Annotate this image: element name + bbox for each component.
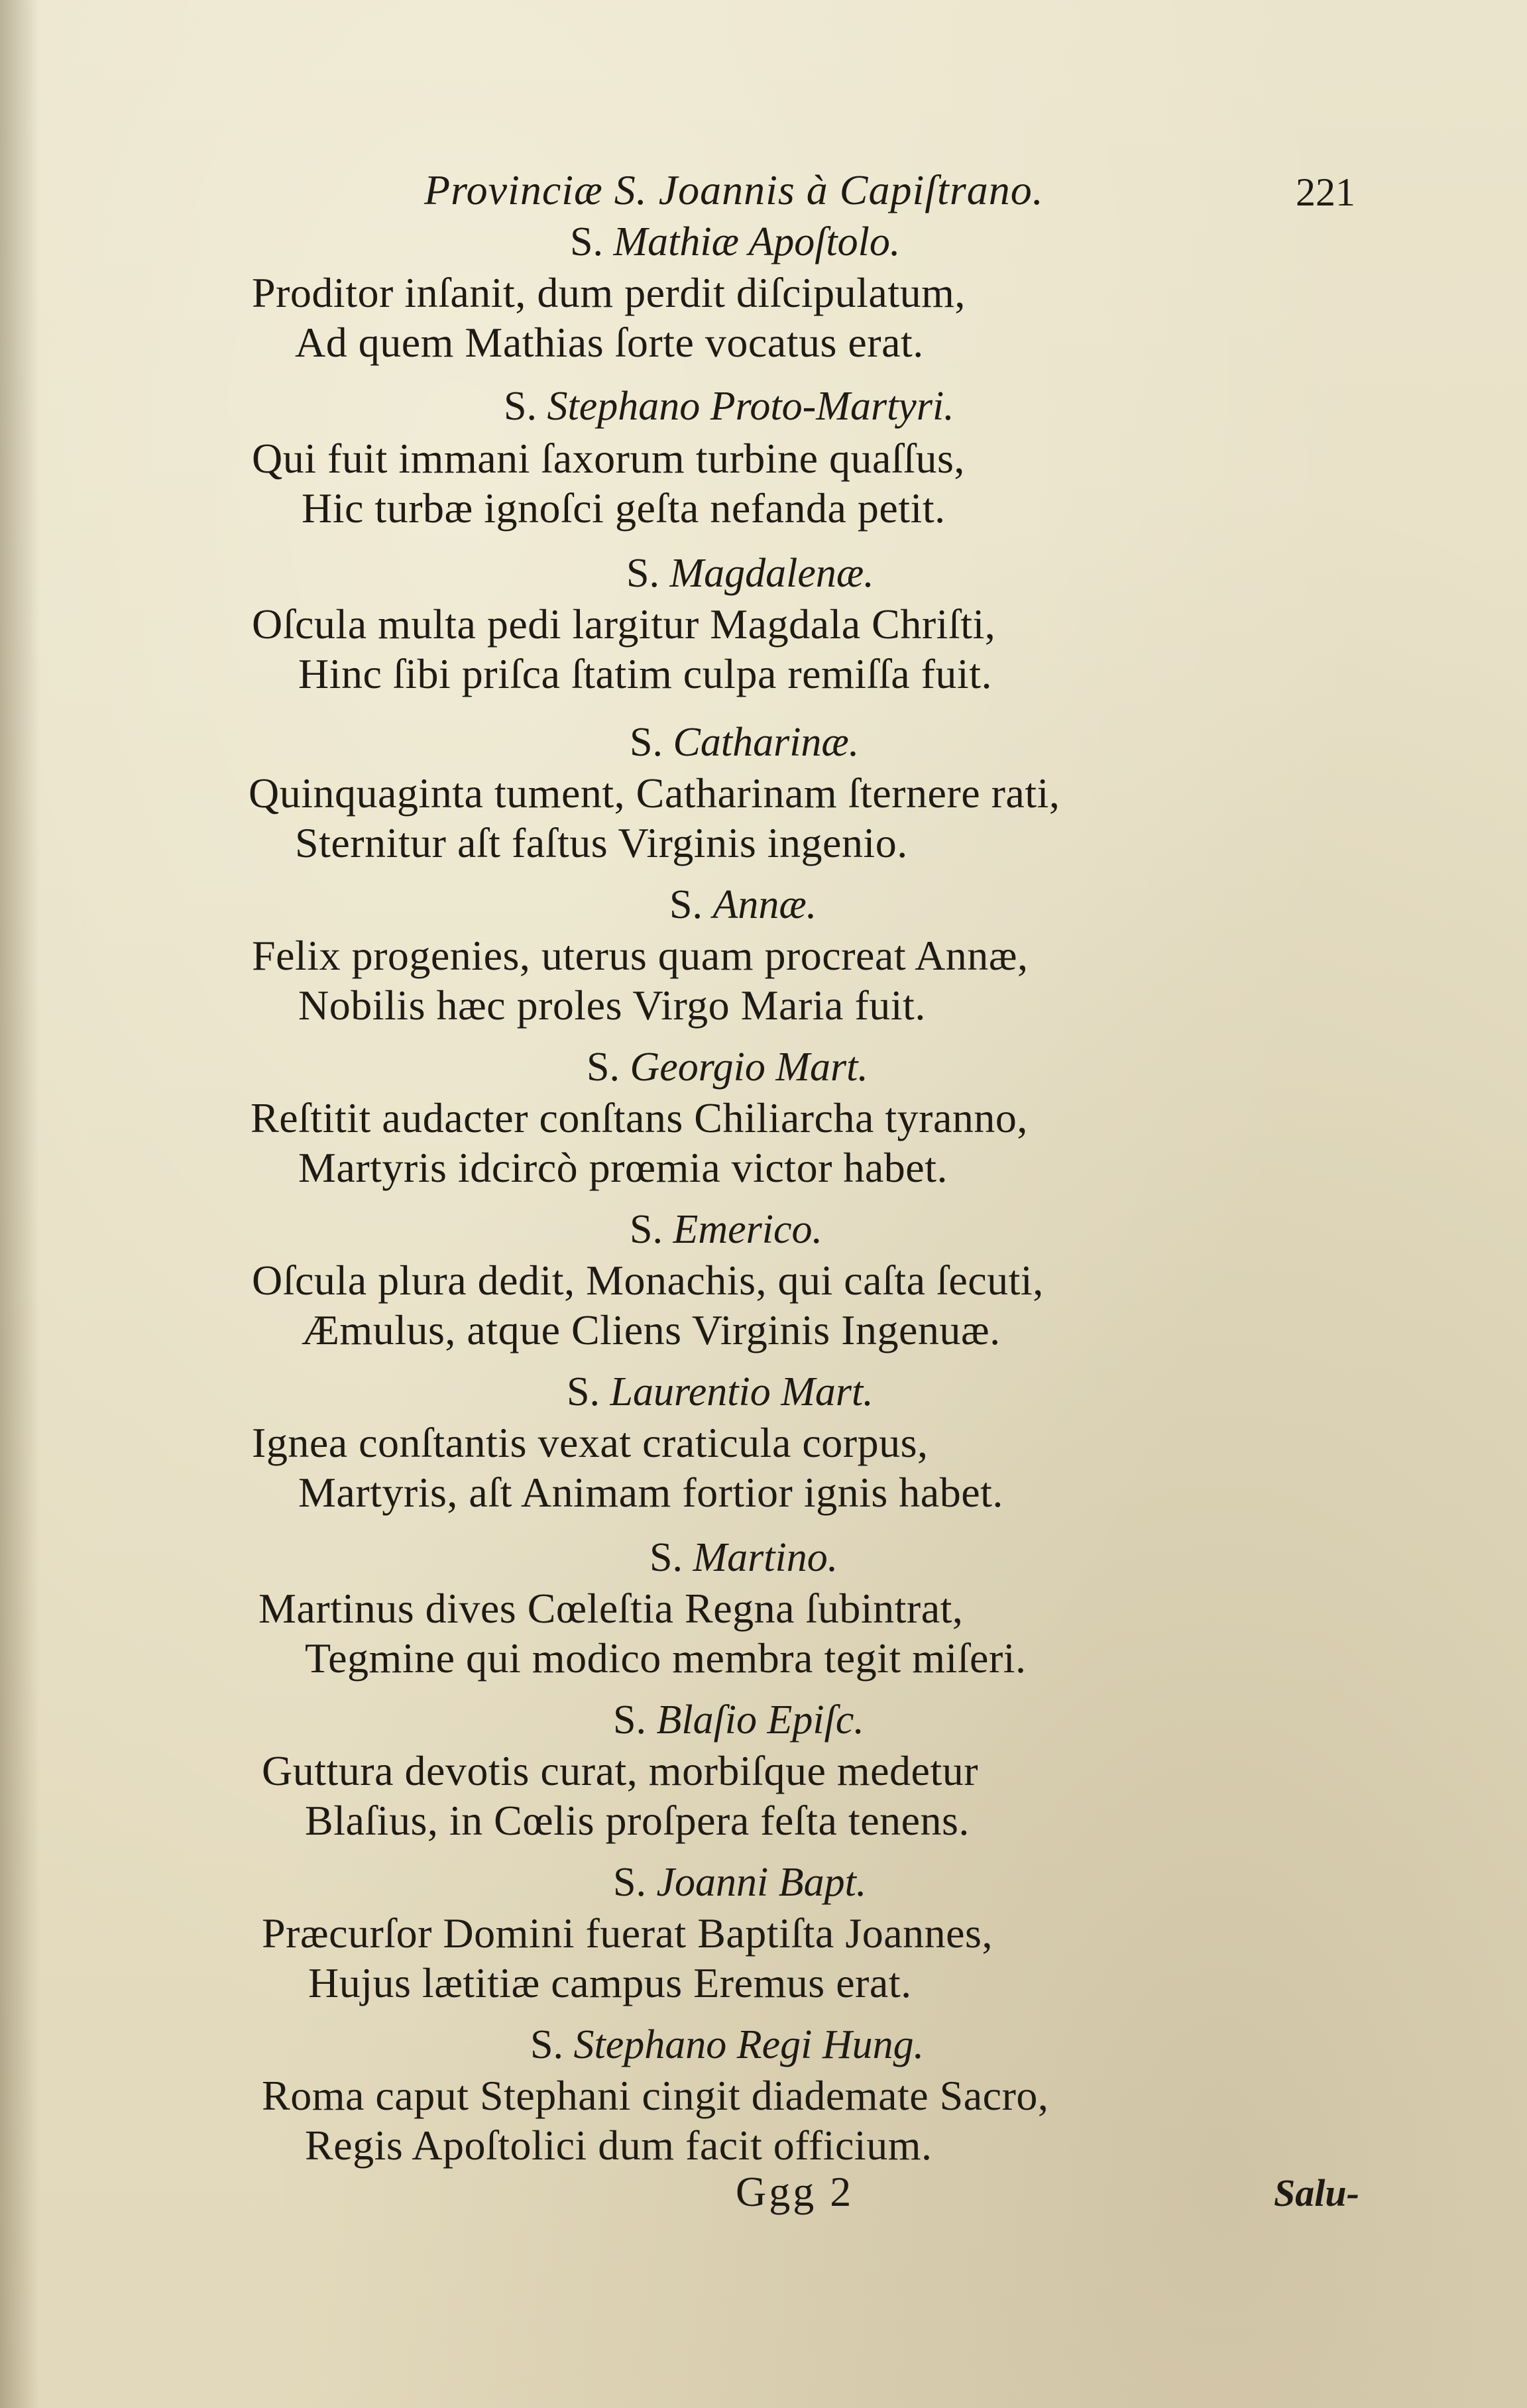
verse-line: Hujus lætitiæ campus Eremus erat. xyxy=(308,1959,912,2006)
verse-line: Sternitur aſt faſtus Virginis ingenio. xyxy=(295,819,908,866)
verse-line: Guttura devotis curat, morbiſque medetur xyxy=(262,1747,979,1794)
verse-line: Ignea conſtantis vexat craticula corpus, xyxy=(252,1419,929,1466)
verse-line: Præcurſor Domini fuerat Baptiſta Joannes, xyxy=(262,1910,993,1957)
verse-line: Æmulus, atque Cliens Virginis Ingenuæ. xyxy=(302,1306,1001,1353)
heading-saint-name: Stephano Proto-Martyri. xyxy=(547,384,954,429)
verse-line: Oſcula multa pedi largitur Magdala Chriſti, xyxy=(252,601,996,648)
heading-prefix: S. xyxy=(613,1860,646,1905)
verse-line: Martyris, aſt Animam fortior ignis habet. xyxy=(298,1469,1003,1516)
heading-prefix: S. xyxy=(613,1697,646,1743)
heading-prefix: S. xyxy=(570,219,603,264)
heading-prefix: S. xyxy=(587,1045,620,1090)
section-heading xyxy=(570,219,900,266)
signature-mark: Ggg 2 xyxy=(736,2168,854,2215)
running-title: Provinciæ S. Joannis à Capiſtrano. xyxy=(424,166,1044,213)
heading-prefix: S. xyxy=(630,1207,663,1252)
heading-saint-name: Joanni Bapt. xyxy=(656,1860,867,1905)
catchword: Salu- xyxy=(1274,2171,1359,2214)
heading-saint-name: Mathiæ Apoſtolo. xyxy=(613,219,901,264)
verse-line: Ad quem Mathias ſorte vocatus erat. xyxy=(295,319,924,366)
heading-saint-name: Magdalenæ. xyxy=(669,551,874,596)
section-heading xyxy=(530,2022,924,2069)
spine-shadow xyxy=(0,0,40,2408)
page-number: 221 xyxy=(1296,170,1355,214)
verse-line: Blaſius, in Cœlis proſpera feſta tenens. xyxy=(305,1797,970,1844)
section-heading xyxy=(630,1206,822,1253)
section-heading xyxy=(626,550,874,597)
heading-prefix: S. xyxy=(567,1369,600,1414)
section-heading xyxy=(630,719,859,766)
verse-line: Tegmine qui modico membra tegit miſeri. xyxy=(305,1634,1027,1682)
heading-prefix: S. xyxy=(650,1535,683,1580)
heading-saint-name: Stephano Regi Hung. xyxy=(573,2022,925,2067)
section-heading xyxy=(669,882,817,929)
heading-saint-name: Catharinæ. xyxy=(673,720,860,765)
verse-line: Proditor inſanit, dum perdit diſcipulatum, xyxy=(252,269,966,316)
section-heading xyxy=(567,1369,874,1416)
verse-line: Felix progenies, uterus quam procreat Annæ, xyxy=(252,932,1029,979)
verse-line: Roma caput Stephani cingit diademate Sacro, xyxy=(262,2072,1049,2119)
heading-saint-name: Laurentio Mart. xyxy=(610,1369,874,1414)
section-heading xyxy=(587,1044,868,1091)
section-heading xyxy=(613,1859,866,1906)
section-heading xyxy=(650,1534,838,1581)
heading-saint-name: Annæ. xyxy=(712,882,817,927)
verse-line: Qui fuit immani ſaxorum turbine quaſſus, xyxy=(252,435,965,482)
page-header xyxy=(0,166,1527,219)
heading-saint-name: Martino. xyxy=(693,1535,838,1580)
heading-prefix: S. xyxy=(630,720,663,765)
verse-line: Regis Apoſtolici dum facit officium. xyxy=(305,2122,933,2169)
heading-prefix: S. xyxy=(669,882,703,927)
heading-saint-name: Georgio Mart. xyxy=(630,1045,868,1090)
heading-saint-name: Blaſio Epiſc. xyxy=(656,1697,864,1743)
verse-line: Hinc ſibi priſca ſtatim culpa remiſſa fuit. xyxy=(298,650,992,697)
verse-line: Martyris idcircò prœmia victor habet. xyxy=(298,1144,948,1191)
verse-line: Hic turbæ ignoſci geſta nefanda petit. xyxy=(302,485,946,532)
verse-line: Reſtitit audacter conſtans Chiliarcha tyranno, xyxy=(251,1094,1028,1141)
verse-line: Quinquaginta tument, Catharinam ſternere rati, xyxy=(249,770,1060,817)
heading-saint-name: Emerico. xyxy=(673,1207,823,1252)
heading-prefix: S. xyxy=(504,384,537,429)
section-heading xyxy=(613,1697,864,1744)
section-heading xyxy=(504,383,954,430)
heading-prefix: S. xyxy=(530,2022,563,2067)
verse-line: Oſcula plura dedit, Monachis, qui caſta ſecuti, xyxy=(252,1257,1044,1304)
heading-prefix: S. xyxy=(626,551,659,596)
verse-line: Nobilis hæc proles Virgo Maria fuit. xyxy=(298,982,926,1029)
verse-line: Martinus dives Cœleſtia Regna ſubintrat, xyxy=(258,1585,964,1632)
